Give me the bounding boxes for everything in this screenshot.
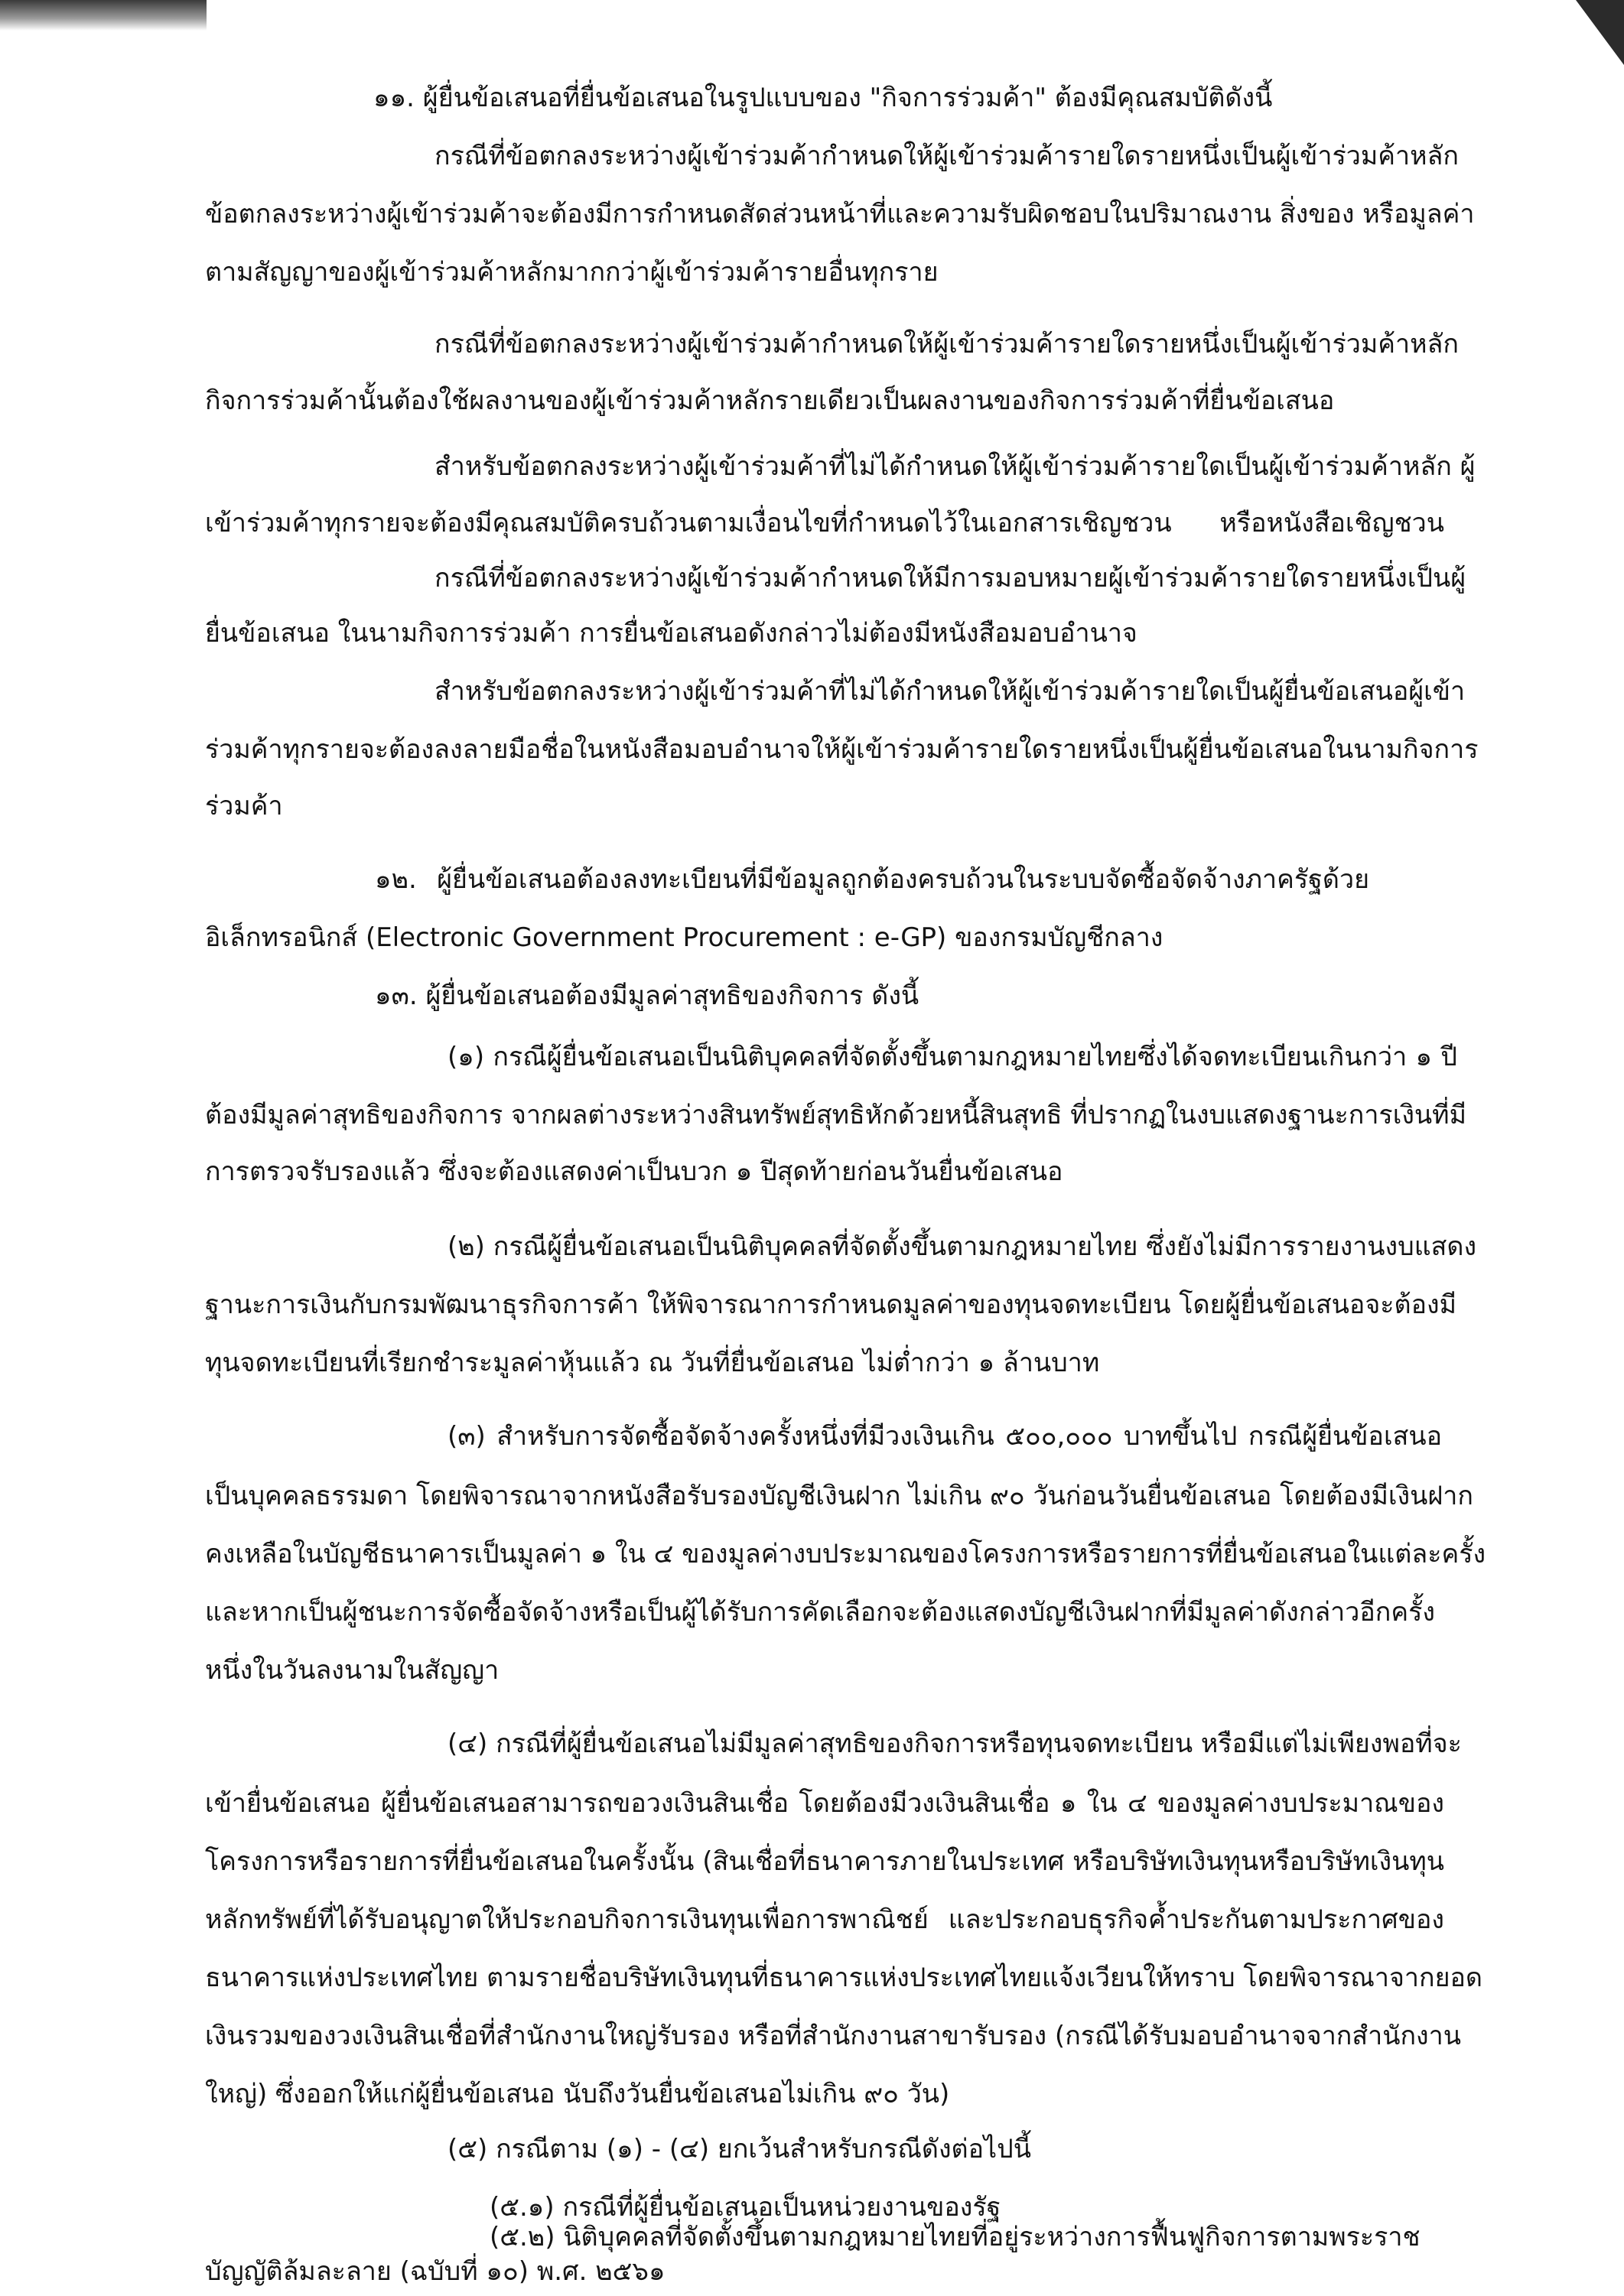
text-line: กิจการร่วมค้านั้นต้องใช้ผลงานของผู้เข้าร่วมค้าหลักรายเดียวเป็นผลงานของกิจการร่วมค้าที่ยื่นข้อเสนอ [205,385,1335,416]
text-line: ร่วมค้าทุกรายจะต้องลงลายมือชื่อในหนังสือมอบอำนาจให้ผู้เข้าร่วมค้ารายใดรายหนึ่งเป็นผู้ยื่นข้อเสนอในนามกิจการ [205,734,1479,765]
text-line: หลักทรัพย์ที่ได้รับอนุญาตให้ประกอบกิจการเงินทุนเพื่อการพาณิชย์ และประกอบธุรกิจค้ำประกันตามประกาศของ [205,1904,1444,1935]
text-line: บัญญัติล้มละลาย (ฉบับที่ ๑๐) พ.ศ. ๒๕๖๑ [205,2256,666,2287]
text-line: ตามสัญญาของผู้เข้าร่วมค้าหลักมากกว่าผู้เข้าร่วมค้ารายอื่นทุกราย [205,257,939,288]
text-line: เป็นบุคคลธรรมดา โดยพิจารณาจากหนังสือรับรองบัญชีเงินฝาก ไม่เกิน ๙๐ วันก่อนวันยื่นข้อเสนอ โดยต้องมีเงินฝาก [205,1481,1473,1511]
text-line: กรณีที่ข้อตกลงระหว่างผู้เข้าร่วมค้ากำหนดให้มีการมอบหมายผู้เข้าร่วมค้ารายใดรายหนึ่งเป็นผู้ [434,563,1466,594]
text-line: ข้อตกลงระหว่างผู้เข้าร่วมค้าจะต้องมีการกำหนดสัดส่วนหน้าที่และความรับผิดชอบในปริมาณงาน สิ่งของ หรือมูลค่า [205,199,1475,229]
text-line: หนึ่งในวันลงนามในสัญญา [205,1655,500,1686]
text-line: ร่วมค้า [205,791,283,821]
text-line: เข้ายื่นข้อเสนอ ผู้ยื่นข้อเสนอสามารถขอวงเงินสินเชื่อ โดยต้องมีวงเงินสินเชื่อ ๑ ใน ๔ ของมูลค่างบประมาณของ [205,1788,1444,1819]
clause-13-heading: ๑๓. ผู้ยื่นข้อเสนอต้องมีมูลค่าสุทธิของกิจการ ดังนี้ [375,981,919,1011]
text-line: ยื่นข้อเสนอ ในนามกิจการร่วมค้า การยื่นข้อเสนอดังกล่าวไม่ต้องมีหนังสือมอบอำนาจ [205,618,1137,649]
text-line: (๒) กรณีผู้ยื่นข้อเสนอเป็นนิติบุคคลที่จัดตั้งขึ้นตามกฎหมายไทย ซึ่งยังไม่มีการรายงานงบแสดง [447,1231,1477,1262]
text-line: สำหรับข้อตกลงระหว่างผู้เข้าร่วมค้าที่ไม่ได้กำหนดให้ผู้เข้าร่วมค้ารายใดเป็นผู้ยื่นข้อเสนอผู้เข้า [434,676,1466,707]
text-line: สำหรับข้อตกลงระหว่างผู้เข้าร่วมค้าที่ไม่ได้กำหนดให้ผู้เข้าร่วมค้ารายใดเป็นผู้เข้าร่วมค้าหลัก ผู้ [434,451,1476,482]
text-line: ทุนจดทะเบียนที่เรียกชำระมูลค่าหุ้นแล้ว ณ วันที่ยื่นข้อเสนอ ไม่ต่ำกว่า ๑ ล้านบาท [205,1348,1100,1378]
clause-11-heading: ๑๑. ผู้ยื่นข้อเสนอที่ยื่นข้อเสนอในรูปแบบของ "กิจการร่วมค้า" ต้องมีคุณสมบัติดังนี้ [373,83,1273,113]
text-line: ธนาคารแห่งประเทศไทย ตามรายชื่อบริษัทเงินทุนที่ธนาคารแห่งประเทศไทยแจ้งเวียนให้ทราบ โดยพิจารณาจากยอด [205,1963,1482,1993]
text-line: (๓) สำหรับการจัดซื้อจัดจ้างครั้งหนึ่งที่มีวงเงินเกิน ๕๐๐,๐๐๐ บาทขึ้นไป กรณีผู้ยื่นข้อเสนอ [447,1421,1442,1452]
text-line: ฐานะการเงินกับกรมพัฒนาธุรกิจการค้า ให้พิจารณาการกำหนดมูลค่าของทุนจดทะเบียน โดยผู้ยื่นข้อเสนอจะต้องมี [205,1289,1457,1320]
text-line: เงินรวมของวงเงินสินเชื่อที่สำนักงานใหญ่รับรอง หรือที่สำนักงานสาขารับรอง (กรณีได้รับมอบอำนาจจากสำนักงาน [205,2021,1461,2051]
text-line: (๑) กรณีผู้ยื่นข้อเสนอเป็นนิติบุคคลที่จัดตั้งขึ้นตามกฎหมายไทยซึ่งได้จดทะเบียนเกินกว่า ๑ ปี [447,1042,1457,1072]
text-line: (๕.๑) กรณีที่ผู้ยื่นข้อเสนอเป็นหน่วยงานของรัฐ [490,2192,1001,2223]
text-line: และหากเป็นผู้ชนะการจัดซื้อจัดจ้างหรือเป็นผู้ได้รับการคัดเลือกจะต้องแสดงบัญชีเงินฝากที่มีมูลค่าดังกล่าวอีกครั้ง [205,1597,1435,1628]
text-line: (๕.๒) นิติบุคคลที่จัดตั้งขึ้นตามกฎหมายไทยที่อยู่ระหว่างการฟื้นฟูกิจการตามพระราช [490,2222,1421,2252]
text-line: ใหญ่) ซึ่งออกให้แก่ผู้ยื่นข้อเสนอ นับถึงวันยื่นข้อเสนอไม่เกิน ๙๐ วัน) [205,2079,950,2109]
text-line: (๕) กรณีตาม (๑) - (๔) ยกเว้นสำหรับกรณีดังต่อไปนี้ [447,2134,1031,2164]
clause-12-heading: ๑๒. ผู้ยื่นข้อเสนอต้องลงทะเบียนที่มีข้อมูลถูกต้องครบถ้วนในระบบจัดซื้อจัดจ้างภาครัฐด้วย [375,864,1369,895]
text-line: กรณีที่ข้อตกลงระหว่างผู้เข้าร่วมค้ากำหนดให้ผู้เข้าร่วมค้ารายใดรายหนึ่งเป็นผู้เข้าร่วมค้าหลัก [434,141,1459,171]
text-line: กรณีที่ข้อตกลงระหว่างผู้เข้าร่วมค้ากำหนดให้ผู้เข้าร่วมค้ารายใดรายหนึ่งเป็นผู้เข้าร่วมค้าหลัก [434,329,1459,359]
text-line: อิเล็กทรอนิกส์ (Electronic Government Procurement : e-GP) ของกรมบัญชีกลาง [205,922,1163,953]
text-line: (๔) กรณีที่ผู้ยื่นข้อเสนอไม่มีมูลค่าสุทธิของกิจการหรือทุนจดทะเบียน หรือมีแต่ไม่เพียงพอที่จะ [447,1729,1462,1759]
text-line: ต้องมีมูลค่าสุทธิของกิจการ จากผลต่างระหว่างสินทรัพย์สุทธิหักด้วยหนี้สินสุทธิ ที่ปรากฏในงบแสดงฐานะการเงินที่มี [205,1100,1466,1130]
text-line: การตรวจรับรองแล้ว ซึ่งจะต้องแสดงค่าเป็นบวก ๑ ปีสุดท้ายก่อนวันยื่นข้อเสนอ [205,1156,1063,1187]
text-line: คงเหลือในบัญชีธนาคารเป็นมูลค่า ๑ ใน ๔ ของมูลค่างบประมาณของโครงการหรือรายการที่ยื่นข้อเสนอในแต่ละครั้ง [205,1539,1486,1569]
text-line: โครงการหรือรายการที่ยื่นข้อเสนอในครั้งนั้น (สินเชื่อที่ธนาคารภายในประเทศ หรือบริษัทเงินทุนหรือบริษัทเงินทุน [205,1846,1444,1877]
text-line: เข้าร่วมค้าทุกรายจะต้องมีคุณสมบัติครบถ้วนตามเงื่อนไขที่กำหนดไว้ในเอกสารเชิญชวน หรือหนังสือเชิญชวน [205,508,1444,538]
